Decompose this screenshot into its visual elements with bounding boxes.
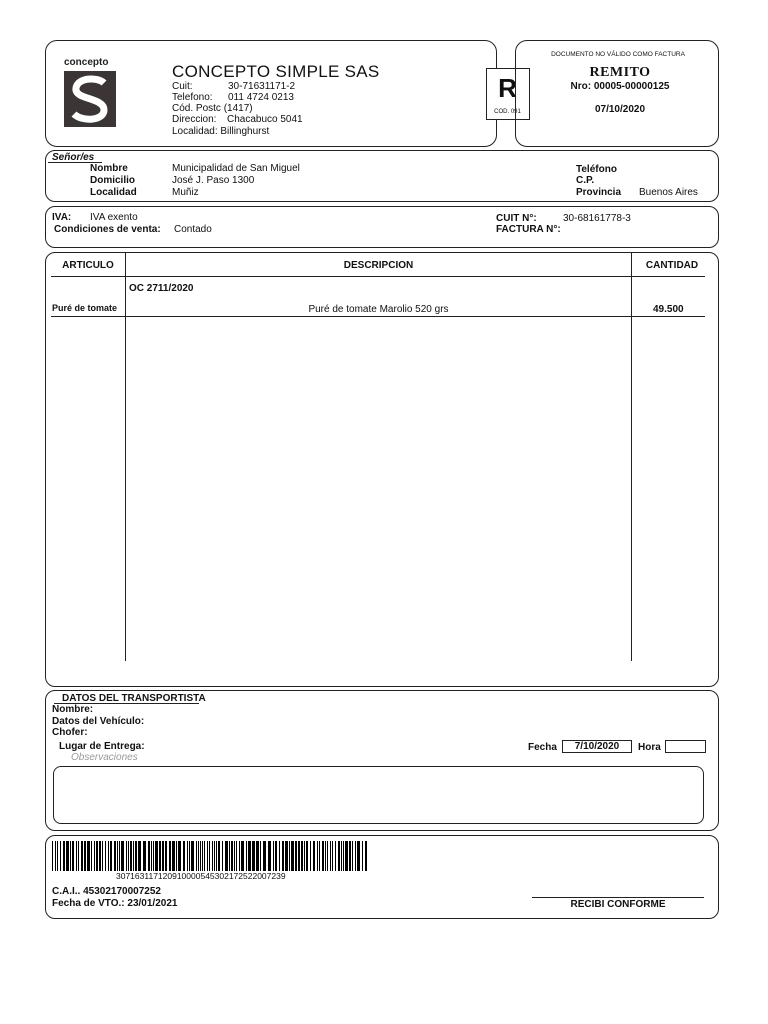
barcode-bar: [289, 841, 290, 871]
barcode-bar: [236, 841, 237, 871]
barcode-bar: [310, 841, 311, 871]
remito-notice: DOCUMENTO NO VÁLIDO COMO FACTURA: [551, 51, 685, 58]
signature-line: [532, 897, 704, 898]
transport-driver-label: Chofer:: [52, 727, 88, 738]
barcode-bar: [256, 841, 259, 871]
barcode-bar: [133, 841, 134, 871]
company-address-value: Chacabuco 5041: [227, 114, 303, 125]
company-phone-value: 011 4724 0213: [228, 92, 294, 103]
barcode-bar: [246, 841, 247, 871]
barcode-bar: [76, 841, 77, 871]
barcode-bar: [176, 841, 177, 871]
transport-delivery-label: Lugar de Entrega:: [59, 741, 145, 752]
barcode-bar: [202, 841, 203, 871]
barcode-bar: [282, 841, 284, 871]
transport-time-field[interactable]: [665, 740, 706, 753]
barcode-bar: [304, 841, 305, 871]
client-cp-label: C.P.: [576, 175, 595, 186]
barcode-bar: [330, 841, 331, 871]
barcode-bar: [130, 841, 132, 871]
barcode-bar: [52, 841, 53, 871]
transport-name-label: Nombre:: [52, 704, 94, 715]
client-province-value: Buenos Aires: [639, 187, 698, 198]
barcode-bar: [225, 841, 228, 871]
barcode-bar: [78, 841, 79, 871]
body-col-line-1: [125, 277, 126, 661]
barcode-bar: [66, 841, 69, 871]
barcode-bar: [96, 841, 98, 871]
barcode-bar: [301, 841, 303, 871]
barcode-bar: [135, 841, 137, 871]
barcode-bar: [212, 841, 213, 871]
remito-title: REMITO: [589, 65, 651, 80]
barcode-bar: [335, 841, 336, 871]
barcode-bar: [183, 841, 185, 871]
iva-value: IVA exento: [90, 212, 138, 223]
barcode-bar: [222, 841, 223, 871]
barcode-bar: [214, 841, 215, 871]
barcode-bar: [138, 841, 141, 871]
client-address-label: Domicilio: [90, 175, 136, 186]
barcode-bar: [126, 841, 127, 871]
barcode-number: 30716311712091000054530217252200723​9: [116, 871, 286, 881]
company-name: CONCEPTO SIMPLE SAS: [172, 62, 380, 81]
barcode-bar: [102, 841, 103, 871]
client-name-value: Municipalidad de San Miguel: [172, 163, 300, 174]
expiry-line: Fecha de VTO.: 23/01/2021: [52, 898, 178, 909]
items-box: [45, 252, 719, 687]
client-name-label: Nombre: [90, 163, 128, 174]
row-description: Puré de tomate Marolio 520 grs: [308, 304, 449, 315]
company-address-label: Direccion:: [172, 114, 217, 125]
client-cuit-label: CUIT N°:: [496, 213, 537, 224]
cai-line: C.A.I.. 45302170007252: [52, 886, 161, 897]
barcode-bar: [169, 841, 171, 871]
barcode-bar: [291, 841, 294, 871]
barcode-bar: [207, 841, 208, 871]
barcode-bar: [365, 841, 367, 871]
barcode-bar: [218, 841, 220, 871]
barcode-bar: [317, 841, 318, 871]
barcode-bar: [248, 841, 251, 871]
barcode-bar: [91, 841, 92, 871]
barcode-bar: [196, 841, 197, 871]
conditions-label: Condiciones de venta:: [54, 224, 161, 235]
barcode-bar: [295, 841, 297, 871]
barcode-bar: [322, 841, 324, 871]
header-bottom-line: [51, 276, 705, 277]
barcode-bar: [162, 841, 164, 871]
barcode-bar: [357, 841, 360, 871]
barcode-bar: [60, 841, 61, 871]
company-logo: [60, 57, 122, 129]
barcode-bar: [306, 841, 308, 871]
client-heading: Señor/es: [52, 152, 95, 163]
company-phone-label: Telefono:: [172, 92, 213, 103]
body-col-line-2: [631, 277, 632, 661]
transport-observations-label: Observaciones: [71, 752, 138, 763]
barcode-bar: [105, 841, 106, 871]
barcode-bar: [319, 841, 320, 871]
barcode-bar: [204, 841, 205, 871]
barcode-bar: [155, 841, 158, 871]
barcode-bar: [187, 841, 188, 871]
row-quantity: 49.500: [653, 304, 684, 315]
barcode-bar: [84, 841, 86, 871]
iva-label: IVA:: [52, 212, 72, 223]
barcode-bar: [119, 841, 120, 871]
barcode-bar: [279, 841, 280, 871]
barcode-bar: [151, 841, 152, 871]
client-cuit-value: 30-68161778-3: [563, 213, 631, 224]
client-locality-value: Muñiz: [172, 187, 199, 198]
barcode-bar: [327, 841, 328, 871]
transport-date-field[interactable]: 7/10/2020: [562, 740, 632, 753]
barcode-bar: [275, 841, 277, 871]
barcode-bar: [349, 841, 351, 871]
barcode-bar: [313, 841, 315, 871]
barcode-bar: [114, 841, 116, 871]
barcode-bar: [108, 841, 109, 871]
barcode-bar: [352, 841, 353, 871]
barcode-bar: [252, 841, 255, 871]
barcode-bar: [143, 841, 146, 871]
barcode-bar: [63, 841, 65, 871]
barcode-bar: [325, 841, 326, 871]
barcode-bar: [57, 841, 58, 871]
company-locality: Localidad: Billinghurst: [172, 126, 270, 137]
transport-time-label: Hora: [638, 742, 661, 753]
remito-number: Nro: 00005-00000125: [570, 81, 670, 92]
logo-s-icon: [64, 71, 116, 127]
barcode-bar: [285, 841, 288, 871]
barcode-bar: [198, 841, 199, 871]
company-cuit-label: Cuit:: [172, 81, 193, 92]
barcode-bar: [209, 841, 210, 871]
client-address-value: José J. Paso 1300: [172, 175, 255, 186]
barcode-bar: [343, 841, 344, 871]
row-article: Puré de tomate: [52, 303, 118, 313]
conditions-value: Contado: [174, 224, 212, 235]
barcode-bar: [273, 841, 274, 871]
remito-date: 07/10/2020: [594, 104, 646, 115]
barcode-bar: [189, 841, 190, 871]
barcode-bar: [345, 841, 348, 871]
barcode-bar: [200, 841, 201, 871]
barcode-bar: [216, 841, 217, 871]
barcode-bar: [341, 841, 342, 871]
barcode-bar: [99, 841, 101, 871]
client-locality-label: Localidad: [90, 187, 137, 198]
barcode-bar: [268, 841, 271, 871]
barcode-bar: [234, 841, 235, 871]
transport-vehicle-label: Datos del Vehículo:: [52, 716, 145, 727]
company-cuit-value: 30-71631171-2: [228, 81, 296, 92]
row-underline: [51, 316, 705, 317]
company-postal: Cód. Postc (1417): [172, 103, 253, 114]
barcode-bar: [332, 841, 333, 871]
transport-date-label: Fecha: [528, 742, 557, 753]
barcode-bar: [165, 841, 167, 871]
barcode-bar: [159, 841, 161, 871]
barcode-bar: [178, 841, 181, 871]
client-phone-label: Teléfono: [576, 164, 617, 175]
barcode-bar: [229, 841, 230, 871]
doc-type-code: COD. 091: [494, 109, 521, 115]
barcode-bar: [260, 841, 261, 871]
barcode-bar: [55, 841, 56, 871]
doc-type-letter: R: [498, 73, 517, 103]
barcode-bar: [338, 841, 340, 871]
barcode-bar: [362, 841, 363, 871]
observations-field[interactable]: [53, 766, 704, 824]
barcode-bar: [191, 841, 194, 871]
barcode-bar: [298, 841, 300, 871]
barcode-bar: [72, 841, 74, 871]
barcode-bar: [172, 841, 175, 871]
barcode-bar: [128, 841, 129, 871]
col-description-header: DESCRIPCION: [343, 260, 414, 271]
transport-heading: DATOS DEL TRANSPORTISTA: [62, 693, 206, 704]
barcode: [52, 841, 370, 871]
barcode-bar: [241, 841, 244, 871]
barcode-bar: [239, 841, 240, 871]
order-reference: OC 2711/2020: [129, 283, 194, 294]
barcode-bar: [148, 841, 150, 871]
barcode-bar: [263, 841, 266, 871]
barcode-bar: [231, 841, 233, 871]
barcode-bar: [117, 841, 118, 871]
barcode-bar: [355, 841, 356, 871]
col-quantity-header: CANTIDAD: [645, 260, 699, 271]
barcode-bar: [110, 841, 112, 871]
barcode-bar: [81, 841, 83, 871]
receipt-label: RECIBI CONFORME: [570, 899, 666, 910]
barcode-bar: [70, 841, 71, 871]
col-article-header: ARTICULO: [62, 260, 114, 271]
barcode-bar: [94, 841, 95, 871]
logo-text: concepto: [64, 57, 109, 68]
invoice-label: FACTURA N°:: [496, 224, 561, 235]
client-province-label: Provincia: [576, 187, 622, 198]
barcode-bar: [87, 841, 90, 871]
barcode-bar: [121, 841, 124, 871]
barcode-bar: [153, 841, 154, 871]
